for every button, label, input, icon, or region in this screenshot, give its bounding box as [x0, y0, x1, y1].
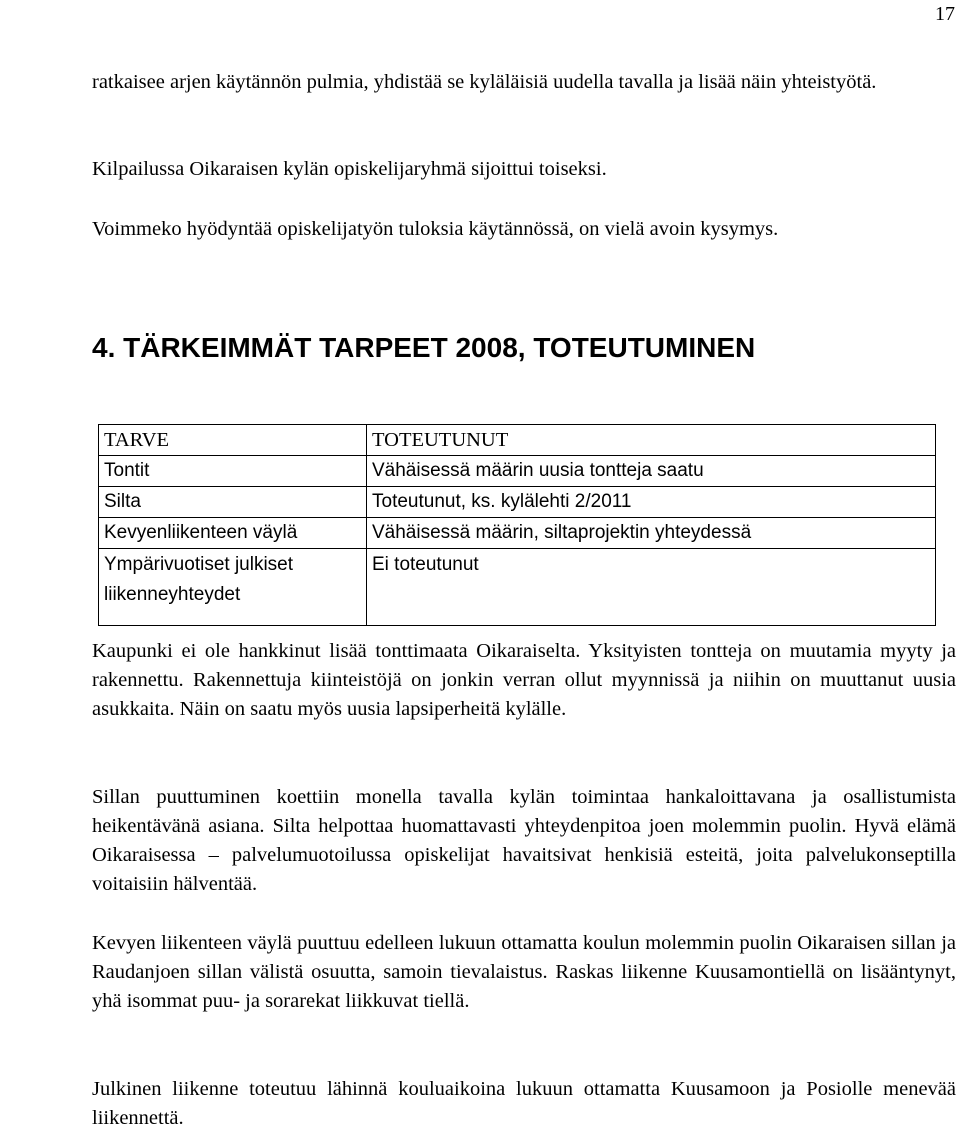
table-row — [99, 487, 936, 518]
table-cell: Kevyenliikenteen väylä — [99, 518, 367, 549]
table-header-row — [99, 425, 936, 456]
table-cell: Ei toteutunut — [367, 549, 936, 626]
needs-table — [98, 424, 936, 626]
table-row — [99, 518, 936, 549]
table-header-cell: TOTEUTUNUT — [367, 425, 936, 456]
body-paragraph: Sillan puuttuminen koettiin monella tavalla kylän toimintaa hankaloittavana ja osallistumista heikentävänä asiana. Silta helpottaa huomattavasti yhteydenpitoa joen molemmin puolin. Hyvä elämä Oikaraisessa – palvelumuotoilussa opiskelijat havaitsivat henkisiä esteitä, joita palvelukonseptilla voitaisiin hälventää. — [92, 786, 956, 895]
table-cell: Vähäisessä määrin uusia tontteja saatu — [367, 456, 936, 487]
body-paragraph: Kaupunki ei ole hankkinut lisää tonttimaata Oikaraiselta. Yksityisten tontteja on muutamia myyty ja rakennettu. Rakennettuja kiinteistöjä on jonkin verran ollut myynnissä ja niihin on muuttanut uusia asukkaita. Näin on saatu myös uusia lapsiperheitä kylälle. — [92, 640, 956, 720]
table-cell: Silta — [99, 487, 367, 518]
intro-paragraph: ratkaisee arjen käytännön pulmia, yhdistää se kyläläisiä uudella tavalla ja lisää näin yhteistyötä. — [92, 71, 877, 93]
body-paragraph: Kevyen liikenteen väylä puuttuu edelleen lukuun ottamatta koulun molemmin puolin Oikaraisen sillan ja Raudanjoen sillan välistä osuutta, samoin tievalaistus. Raskas liikenne Kuusamontiellä on lisääntynyt, yhä isommat puu- ja sorarekat liikkuvat tiellä. — [92, 932, 956, 1012]
table-header-cell: TARVE — [99, 425, 367, 456]
intro-paragraph: Voimmeko hyödyntää opiskelijatyön tuloksia käytännössä, on vielä avoin kysymys. — [92, 218, 779, 240]
table-cell: Vähäisessä määrin, siltaprojektin yhteydessä — [367, 518, 936, 549]
section-heading: 4. TÄRKEIMMÄT TARPEET 2008, TOTEUTUMINEN — [92, 332, 756, 363]
table-row — [99, 549, 936, 626]
intro-paragraph: Kilpailussa Oikaraisen kylän opiskelijaryhmä sijoittui toiseksi. — [92, 158, 607, 180]
table-row — [99, 456, 936, 487]
body-paragraph: Julkinen liikenne toteutuu lähinnä kouluaikoina lukuun ottamatta Kuusamoon ja Posiolle menevää liikennettä. — [92, 1078, 956, 1129]
table-cell: Toteutunut, ks. kylälehti 2/2011 — [367, 487, 936, 518]
page-number: 17 — [935, 3, 955, 25]
table-cell: Tontit — [99, 456, 367, 487]
table-cell: Ympärivuotiset julkiset liikenneyhteydet — [99, 549, 367, 626]
